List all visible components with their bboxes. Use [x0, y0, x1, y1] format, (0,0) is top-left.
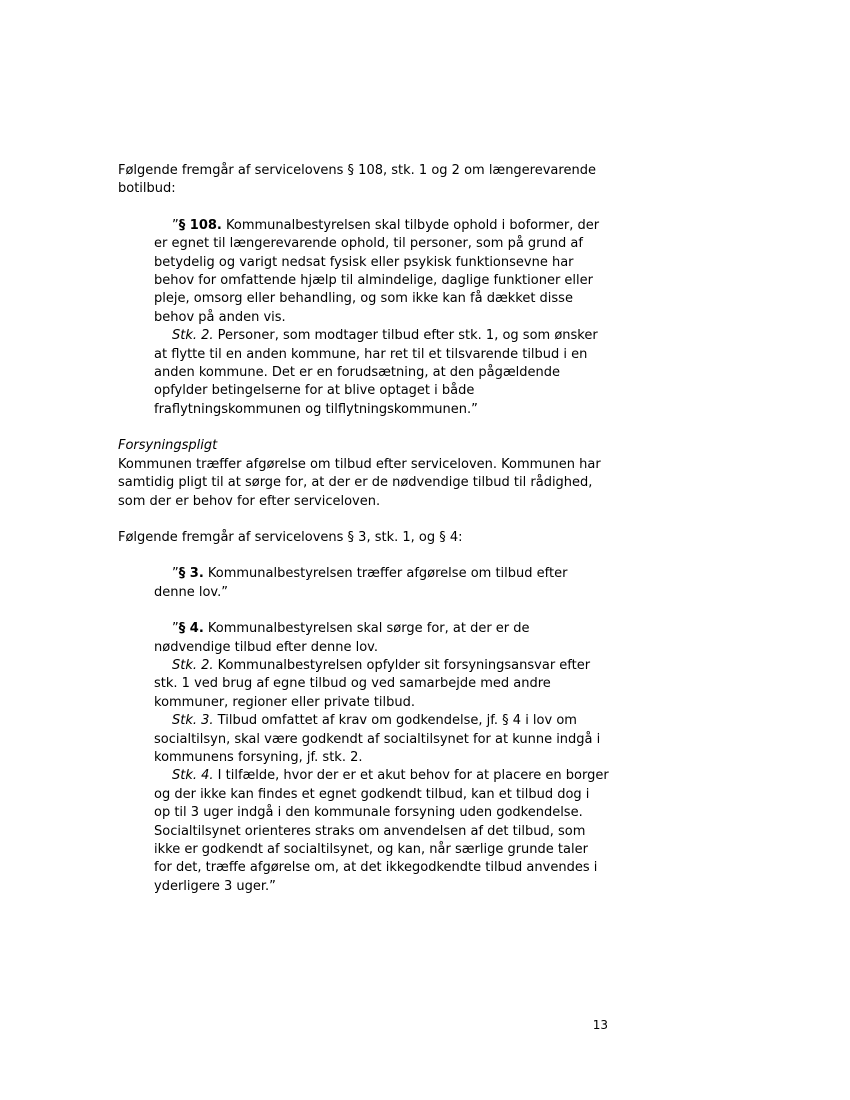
- stk-label: Stk. 2.: [172, 328, 214, 344]
- quote-section-3: [118, 565, 609, 602]
- stk-text: Tilbud omfattet af krav om godkendelse, jf. § 4 i lov om socialtilsyn, skal være godkendt af socialtilsynet for at kunne indgå i kommunens forsyning, jf. stk. 2.: [154, 713, 601, 765]
- page-number: 13: [592, 1018, 608, 1032]
- stk2-paragraph: [154, 327, 609, 419]
- spacer: [118, 199, 613, 217]
- section-text: Kommunalbestyrelsen skal sørge for, at der er de nødvendige tilbud efter denne lov.: [154, 621, 530, 655]
- quote-section-4: [118, 620, 609, 896]
- subheading-forsyningspligt: Forsyningspligt: [118, 438, 218, 454]
- spacer: [118, 511, 613, 529]
- spacer: [118, 602, 613, 620]
- section-3-paragraph: [154, 565, 609, 602]
- spacer: [118, 547, 613, 565]
- section-label: § 108.: [178, 217, 222, 233]
- document-body: [118, 162, 613, 896]
- stk-label: Stk. 3.: [172, 713, 214, 729]
- stk-text: Kommunalbestyrelsen opfylder sit forsyningsansvar efter stk. 1 ved brug af egne tilbud og ved samarbejde med andre kommuner, regioner eller private tilbud.: [154, 657, 591, 710]
- stk-text: I tilfælde, hvor der er et akut behov for at placere en borger og der ikke kan findes et egnet godkendt tilbud, kan et tilbud dog i op til 3 uger indgå i den kommunale forsyning uden godkendelse. Socialtilsynet orienteres straks om anvendelsen af det tilbud, som ikke er godkendt af socialtilsynet, og kan, når særlige grunde taler for det, træffe afgørelse om, at det ikkegodkendte tilbud anvendes i yderligere 3 uger.”: [154, 768, 609, 894]
- section-text: Kommunalbestyrelsen skal tilbyde ophold i boformer, der er egnet til længerevarende ophold, til personer, som på grund af betydelig og varigt nedsat fysisk eller psykisk funktionsevne har behov for omfattende hjælp til almindelige, daglige funktioner eller pleje, omsorg eller behandling, og som ikke kan få dækket disse behov på anden vis.: [154, 217, 600, 325]
- section-label: § 4.: [178, 621, 204, 637]
- stk3-paragraph: [154, 712, 609, 767]
- spacer: [118, 419, 613, 437]
- stk2-paragraph: [154, 657, 609, 712]
- quote-section-108: [118, 217, 609, 419]
- forsyningspligt-paragraph: Kommunen træffer afgørelse om tilbud efter serviceloven. Kommunen har samtidig pligt til at sørge for, at der er de nødvendige tilbud til rådighed, som der er behov for efter serviceloven.: [118, 456, 601, 509]
- stk4-paragraph: [154, 767, 609, 896]
- intro-paragraph-3-4: Følgende fremgår af servicelovens § 3, stk. 1, og § 4:: [118, 529, 463, 545]
- section-label: § 3.: [178, 566, 204, 582]
- open-quote: ”: [172, 621, 179, 637]
- open-quote: ”: [172, 566, 179, 582]
- stk-label: Stk. 2.: [172, 657, 214, 673]
- section-108-paragraph: [154, 217, 609, 327]
- open-quote: ”: [172, 217, 179, 233]
- stk-label: Stk. 4.: [172, 768, 214, 784]
- intro-paragraph-108: Følgende fremgår af servicelovens § 108, stk. 1 og 2 om længerevarende botilbud:: [118, 163, 596, 197]
- stk-text: Personer, som modtager tilbud efter stk. 1, og som ønsker at flytte til en anden kommune, har ret til et tilsvarende tilbud i en anden kommune. Det er en forudsætning, at den pågældende opfylder betingelserne for at blive optaget i både fraflytningskommunen og tilflytningskommunen.”: [154, 328, 598, 417]
- section-4-paragraph: [154, 620, 609, 657]
- section-text: Kommunalbestyrelsen træffer afgørelse om tilbud efter denne lov.”: [154, 566, 568, 600]
